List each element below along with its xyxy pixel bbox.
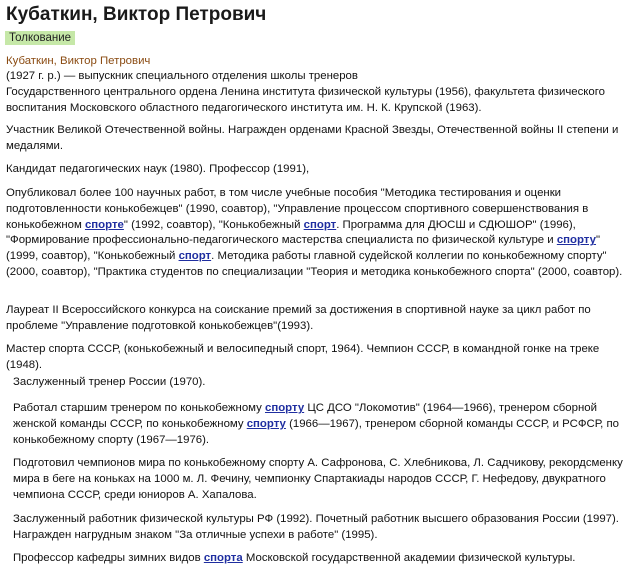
paragraph-laureate: Лауреат II Всероссийского конкурса на соискание премий за достижения в спортивной науке за цикл работ по проблеме "Управление подготовкой конькобежцев"(1993). [6, 304, 591, 332]
publications-text-4: " (1999, соавтор), "Конькобежный [6, 234, 601, 263]
paragraph-publications [6, 186, 628, 281]
coaching-text-3: (1966—1967), тренером сборной команды СССР, и РСФСР, по конькобежному спорту (1967—1976). [13, 417, 620, 446]
biography-line-2: Государственного центрального ордена Ленина института физической культуры (1956), факультета физического воспитания Московского областного педагогического института им. Н. К. Крупской (1963). [6, 85, 605, 114]
sport-link[interactable]: спорт [178, 250, 212, 263]
page-title: Кубаткин, Виктор Петрович [6, 4, 267, 25]
paragraph-champions: Подготовил чемпионов мира по конькобежному спорту А. Сафронова, С. Хлебникова, Л. Садчикову, рекордсменку мира в беге на коньках на 1000 м. Л. Фечину, чемпионку Спартакиады народов СССР, Г. Нефедову, двукратного чемпиона СССР, среди юниоров А. Хапалова. [13, 457, 623, 501]
publications-text-3: . Программа для ДЮСШ и СДЮШОР" (1996), "Формирование профессионально-педагогического мастерства специалиста по физической культуре и [6, 218, 576, 247]
coaching-text-2: ЦС ДСО "Локомотив" (1964—1966), тренером сборной женской команды СССР, по конькобежному [13, 402, 597, 430]
paragraph-war: Участник Великой Отечественной войны. Награжден орденами Красной Звезды, Отечественной войны II степени и медалями. [6, 124, 619, 152]
sport-link[interactable]: спорта [203, 552, 243, 564]
sport-link[interactable]: спорту [264, 402, 305, 414]
sport-link[interactable]: спорт [303, 218, 337, 231]
sport-link[interactable]: спорту [246, 417, 286, 430]
paragraph-coaching-career [13, 401, 628, 448]
biography-line-1: (1927 г. р.) — выпускник специального отделения школы тренеров [6, 70, 358, 82]
paragraph-awards: Заслуженный работник физической культуры РФ (1992). Почетный работник высшего образования России (1997). Награжден нагрудным знаком "За отличные успехи в работе" (1995). [13, 513, 619, 541]
entry-subtitle: Кубаткин, Виктор Петрович [6, 55, 151, 67]
professor-text-1: Профессор кафедры зимних видов [13, 552, 204, 564]
paragraph-honored-coach: Заслуженный тренер России (1970). [13, 376, 206, 388]
professor-text-2: Московской государственной академии физической культуры. [242, 552, 576, 564]
coaching-text-1: Работал старшим тренером по конькобежному [13, 402, 265, 414]
paragraph-professor [13, 551, 628, 567]
sport-link[interactable]: спорту [556, 234, 597, 247]
sport-link[interactable]: спорте [84, 218, 124, 231]
interpretation-badge[interactable]: Толкование [5, 31, 75, 45]
publications-text-2: " (1992, соавтор), "Конькобежный [123, 218, 304, 231]
paragraph-degree: Кандидат педагогических наук (1980). Профессор (1991), [6, 163, 310, 175]
publications-text-1: Опубликовал более 100 научных работ, в том числе учебные пособия "Методика тестирования и оценки подготовленности конькобежцев" (1990, соавтор), "Управление процессом спортивного совершенствования в конькобежном [6, 187, 589, 231]
paragraph-master-of-sport: Мастер спорта СССР, (конькобежный и велосипедный спорт, 1964). Чемпион СССР, в командной гонке на треке (1948). [6, 343, 600, 371]
paragraph-biography [6, 69, 628, 116]
publications-text-5: . Методика работы главной судейской коллегии по конькобежному спорту" (2000, соавтор), "Практика студентов по специализации "Теория и методика конькобежного спорта" (2000, соавтор). [6, 250, 623, 278]
